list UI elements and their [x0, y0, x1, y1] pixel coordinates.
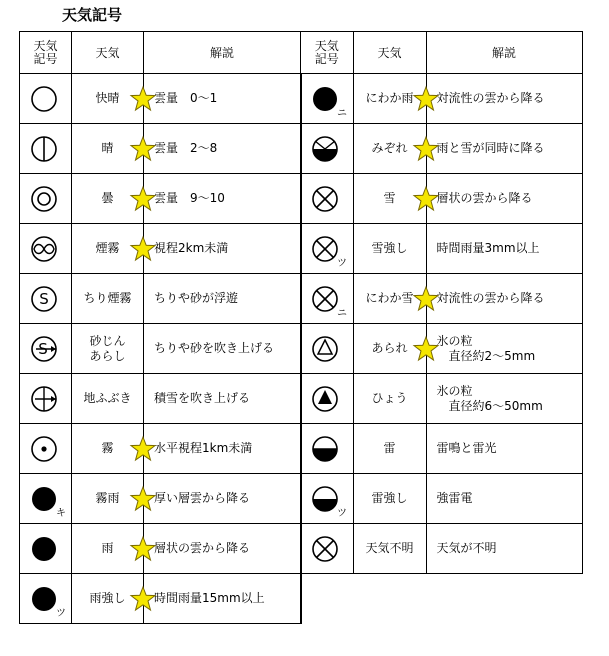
description-cell: 雲量 9〜10: [144, 174, 301, 224]
empty-cell: [301, 574, 583, 624]
table-row: [20, 224, 583, 274]
symbol-cell: [301, 274, 354, 324]
description-cell: 雲量 2〜8: [144, 124, 301, 174]
weather-cell: 雨: [72, 524, 144, 574]
symbol-cell: [20, 424, 72, 474]
description-cell: 対流性の雲から降る: [426, 74, 582, 124]
symbol-cell: [301, 174, 354, 224]
rain-shower-symbol-icon: [310, 79, 347, 119]
star-icon: [130, 86, 156, 112]
description-cell: ちりや砂が浮遊: [144, 274, 301, 324]
symbol-cell: [301, 224, 354, 274]
hail-symbol-icon: [310, 379, 344, 419]
symbol-cell: [20, 274, 72, 324]
description-cell: 強雷電: [426, 474, 582, 524]
svg-text:ツ: ツ: [337, 257, 347, 269]
weather-symbol-table: [19, 31, 583, 624]
page-title: 天気記号: [62, 6, 123, 24]
thunder-symbol-icon: [310, 429, 344, 469]
star-icon: [413, 286, 439, 312]
description-cell: 雷鳴と雷光: [426, 424, 582, 474]
symbol-cell: [301, 474, 354, 524]
table-row: [20, 124, 583, 174]
header-weather: 天気: [72, 32, 144, 74]
table-row: [20, 174, 583, 224]
symbol-cell: [20, 224, 72, 274]
weather-cell: みぞれ: [353, 124, 426, 174]
weather-cell: 雷: [353, 424, 426, 474]
header-description-right: 解説: [426, 32, 582, 74]
svg-text:ニ: ニ: [337, 307, 347, 319]
header-symbol: 天気 記号: [20, 32, 72, 74]
weather-cell: ひょう: [353, 374, 426, 424]
weather-cell: 雷強し: [353, 474, 426, 524]
weather-cell: 霧: [72, 424, 144, 474]
symbol-cell: [20, 374, 72, 424]
header-symbol-right: 天気 記号: [301, 32, 354, 74]
weather-cell: 雪強し: [353, 224, 426, 274]
dust-symbol-icon: [29, 279, 63, 319]
heavy-rain-symbol-icon: [29, 579, 66, 619]
sandstorm-symbol-icon: [29, 329, 63, 369]
description-cell: 層状の雲から降る: [144, 524, 301, 574]
description-cell: 時間雨量3mm以上: [426, 224, 582, 274]
table-row: [20, 374, 583, 424]
description-cell: 雨と雪が同時に降る: [426, 124, 582, 174]
svg-text:キ: キ: [55, 507, 66, 519]
description-cell: 天気が不明: [426, 524, 582, 574]
symbol-cell: [301, 74, 354, 124]
star-icon: [130, 536, 156, 562]
unknown-weather-symbol-icon: [310, 529, 344, 569]
graupel-symbol-icon: [310, 329, 344, 369]
svg-text:S: S: [38, 289, 49, 308]
symbol-cell: [301, 124, 354, 174]
svg-text:ツ: ツ: [55, 607, 66, 619]
symbol-cell: [20, 524, 72, 574]
symbol-cell: [20, 474, 72, 524]
star-icon: [130, 436, 156, 462]
description-cell: 積雪を吹き上げる: [144, 374, 301, 424]
fair-symbol-icon: [29, 129, 63, 169]
description-cell: 対流性の雲から降る: [426, 274, 582, 324]
header-description: 解説: [144, 32, 301, 74]
weather-cell: 晴: [72, 124, 144, 174]
weather-cell: 地ふぶき: [72, 374, 144, 424]
symbol-cell: [20, 574, 72, 624]
weather-cell: 曇: [72, 174, 144, 224]
table-row: [20, 324, 583, 374]
table-row: [20, 474, 583, 524]
symbol-cell: [20, 174, 72, 224]
table-row: [20, 574, 583, 624]
description-cell: 氷の粒 直径約6〜50mm: [426, 374, 582, 424]
cloudy-symbol-icon: [29, 179, 63, 219]
smoke-symbol-icon: [29, 229, 63, 269]
sleet-symbol-icon: [310, 129, 344, 169]
weather-cell: にわか雪: [353, 274, 426, 324]
star-icon: [413, 186, 439, 212]
description-cell: 視程2km未満: [144, 224, 301, 274]
snow-symbol-icon: [310, 179, 344, 219]
table-row: [20, 274, 583, 324]
symbol-cell: [20, 124, 72, 174]
weather-cell: あられ: [353, 324, 426, 374]
clear-symbol-icon: [29, 79, 63, 119]
star-icon: [413, 86, 439, 112]
symbol-cell: [301, 374, 354, 424]
star-icon: [130, 186, 156, 212]
header-weather-right: 天気: [353, 32, 426, 74]
description-cell: 水平視程1km未満: [144, 424, 301, 474]
table-header-row: [20, 32, 583, 74]
description-cell: 雲量 0〜1: [144, 74, 301, 124]
weather-cell: 煙霧: [72, 224, 144, 274]
star-icon: [130, 586, 156, 612]
weather-cell: 雨強し: [72, 574, 144, 624]
svg-text:ツ: ツ: [337, 507, 347, 519]
svg-text:ニ: ニ: [337, 107, 347, 119]
table-row: [20, 74, 583, 124]
symbol-cell: [301, 424, 354, 474]
star-icon: [130, 486, 156, 512]
description-cell: 層状の雲から降る: [426, 174, 582, 224]
thunderstorm-symbol-icon: [310, 479, 347, 519]
symbol-cell: [20, 74, 72, 124]
weather-cell: 天気不明: [353, 524, 426, 574]
description-cell: 氷の粒 直径約2〜5mm: [426, 324, 582, 374]
symbol-cell: [20, 324, 72, 374]
symbol-cell: [301, 524, 354, 574]
weather-cell: 霧雨: [72, 474, 144, 524]
svg-text:S: S: [37, 339, 48, 358]
snow-shower-symbol-icon: [310, 279, 347, 319]
drizzle-symbol-icon: [29, 479, 66, 519]
rain-symbol-icon: [29, 529, 63, 569]
table-row: [20, 424, 583, 474]
star-icon: [130, 236, 156, 262]
fog-symbol-icon: [29, 429, 63, 469]
description-cell: ちりや砂を吹き上げる: [144, 324, 301, 374]
star-icon: [130, 136, 156, 162]
symbol-cell: [301, 324, 354, 374]
blowing-snow-symbol-icon: [29, 379, 63, 419]
weather-cell: ちり煙霧: [72, 274, 144, 324]
description-cell: 厚い層雲から降る: [144, 474, 301, 524]
weather-cell: 快晴: [72, 74, 144, 124]
description-cell: 時間雨量15mm以上: [144, 574, 301, 624]
star-icon: [413, 336, 439, 362]
weather-cell: 砂じん あらし: [72, 324, 144, 374]
weather-cell: 雪: [353, 174, 426, 224]
star-icon: [413, 136, 439, 162]
table-row: [20, 524, 583, 574]
heavy-snow-symbol-icon: [310, 229, 347, 269]
weather-cell: にわか雨: [353, 74, 426, 124]
